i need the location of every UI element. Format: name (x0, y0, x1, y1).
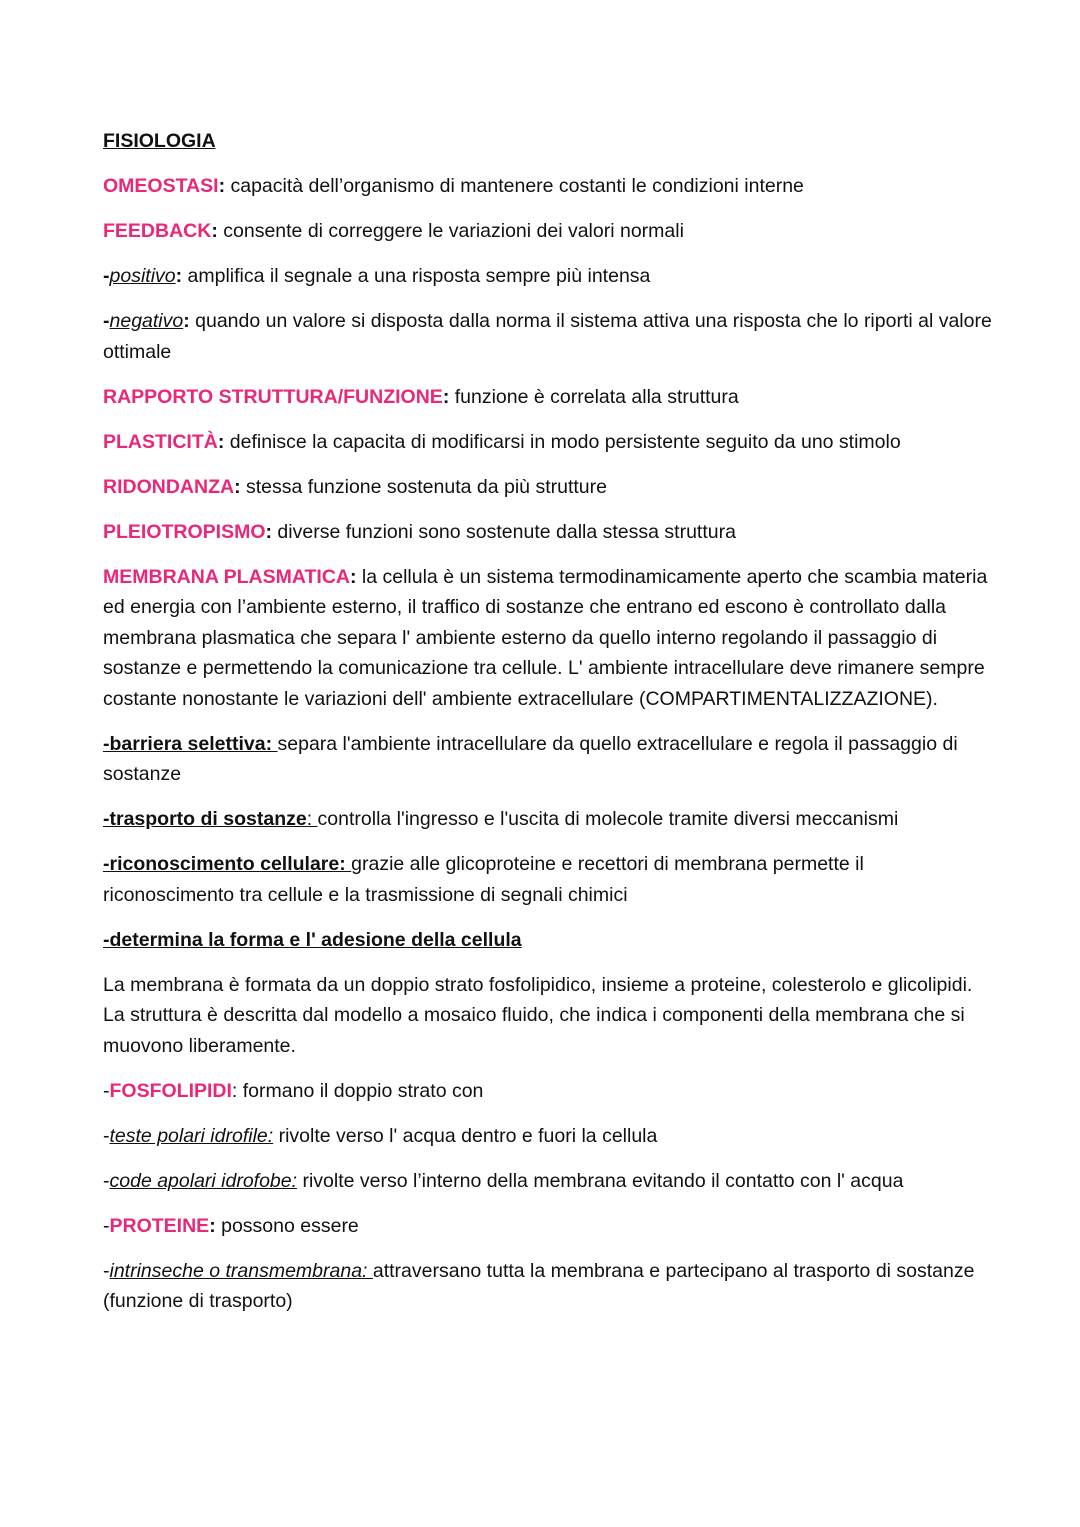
colon: : (175, 265, 183, 287)
colon: : (234, 475, 241, 498)
definition-rapporto (103, 382, 993, 413)
term-teste: teste polari idrofile: (109, 1124, 274, 1147)
item-code (103, 1166, 993, 1197)
definition-text: diverse funzioni sono sostenute dalla stessa struttura (272, 520, 736, 543)
dash: - (103, 1214, 110, 1237)
dash: - (103, 732, 110, 755)
dash: - (103, 808, 110, 830)
definition-positivo (103, 261, 993, 292)
term-omeostasi: OMEOSTASI (103, 175, 219, 197)
colon: : (218, 175, 226, 197)
definition-text: stessa funzione sostenuta da più strutture (240, 475, 607, 498)
term-fosfolipidi: FOSFOLIPIDI (109, 1079, 232, 1102)
colon: : (306, 808, 318, 830)
paragraph-composizione: La membrana è formata da un doppio strato fosfolipidico, insieme a proteine, colesterolo e glicolipidi. La struttura è descritta dal modello a mosaico fluido, che indica i componenti della membrana che si muovono liberamente. (103, 973, 973, 1057)
item-text: rivolte verso l’interno della membrana evitando il contatto con l' acqua (297, 1169, 904, 1192)
definition-text: amplifica il segnale a una risposta sempre più intensa (182, 265, 651, 287)
colon: : (442, 385, 450, 408)
definition-text: capacità dell’organismo di mantenere costanti le condizioni interne (225, 175, 804, 197)
definition-text: definisce la capacita di modificarsi in modo persistente seguito da uno stimolo (224, 430, 901, 453)
term-rapporto: RAPPORTO STRUTTURA/FUNZIONE (103, 385, 443, 408)
dash: - (103, 1169, 110, 1192)
definition-membrana (103, 562, 993, 715)
term-code: code apolari idrofobe: (109, 1169, 298, 1192)
page-title: FISIOLOGIA (103, 130, 216, 152)
definition-omeostasi (103, 171, 993, 202)
dash: - (103, 310, 110, 332)
item-text: controlla l'ingresso e l'uscita di molecole tramite diversi meccanismi (317, 808, 899, 830)
term-pleiotropismo: PLEIOTROPISMO (103, 520, 266, 543)
item-riconoscimento (103, 849, 993, 910)
term-ridondanza: RIDONDANZA (103, 475, 235, 498)
definition-ridondanza (103, 472, 993, 503)
dash: - (103, 853, 110, 875)
item-text: : formano il doppio strato con (231, 1079, 484, 1102)
definition-text: consente di correggere le variazioni dei valori normali (217, 220, 684, 242)
colon: : (349, 565, 357, 588)
item-text: attraversano tutta la membrana e partecipano al trasporto di sostanze (funzione di trasporto) (103, 1259, 975, 1312)
item-text: possono essere (215, 1214, 359, 1237)
term-trasporto: trasporto di sostanze (109, 808, 307, 830)
item-text: separa l'ambiente intracellulare da quello extracellulare e regola il passaggio di sostanze (103, 732, 958, 785)
definition-plasticita (103, 427, 993, 458)
dash: - (103, 265, 110, 287)
term-intrinseche: intrinseche o transmembrana: (109, 1259, 373, 1282)
term-membrana: MEMBRANA PLASMATICA (103, 565, 350, 588)
item-fosfolipidi (103, 1076, 993, 1107)
dash: - (103, 928, 110, 951)
colon: : (265, 520, 273, 543)
definition-text: quando un valore si disposta dalla norma il sistema attiva una risposta che lo riporti al valore ottimale (103, 310, 992, 363)
term-negativo: negativo (109, 310, 184, 332)
item-intrinseche (103, 1256, 993, 1317)
item-teste (103, 1121, 993, 1152)
term-barriera: barriera selettiva: (109, 732, 278, 755)
definition-text: la cellula è un sistema termodinamicamente aperto che scambia materia ed energia con l’ambiente esterno, il traffico di sostanze che entrano ed escono è controllato dalla membrana plasmatica che separa l' ambiente esterno da quello interno regolando il passaggio di sostanze e permettendo la comunicazione tra cellule. L' ambiente intracellulare deve rimanere sempre costante nonostante le variazioni dell' ambiente extracellulare (COMPARTIMENTALIZZAZIONE). (103, 565, 988, 710)
dash: - (103, 1124, 110, 1147)
term-riconoscimento: riconoscimento cellulare: (109, 853, 352, 875)
term-feedback: FEEDBACK (103, 220, 212, 242)
colon: : (217, 430, 225, 453)
definition-text: funzione è correlata alla struttura (449, 385, 739, 408)
definition-negativo (103, 306, 993, 367)
colon: : (209, 1214, 216, 1237)
colon: : (183, 310, 190, 332)
term-proteine: PROTEINE (109, 1214, 210, 1237)
definition-pleiotropismo (103, 517, 993, 548)
document-page (103, 126, 993, 1331)
dash: - (103, 1259, 110, 1282)
colon: : (211, 220, 218, 242)
item-forma (103, 925, 993, 956)
item-barriera (103, 729, 993, 790)
dash: - (103, 1079, 110, 1102)
item-text: rivolte verso l' acqua dentro e fuori la cellula (273, 1124, 658, 1147)
definition-feedback (103, 216, 993, 247)
term-forma: determina la forma e l' adesione della cellula (109, 928, 522, 951)
item-text: grazie alle glicoproteine e recettori di membrana permette il riconoscimento tra cellule e la trasmissione di segnali chimici (103, 853, 864, 906)
item-trasporto (103, 804, 993, 835)
term-positivo: positivo (109, 265, 176, 287)
term-plasticita: PLASTICITÀ (103, 430, 218, 453)
item-proteine (103, 1211, 993, 1242)
